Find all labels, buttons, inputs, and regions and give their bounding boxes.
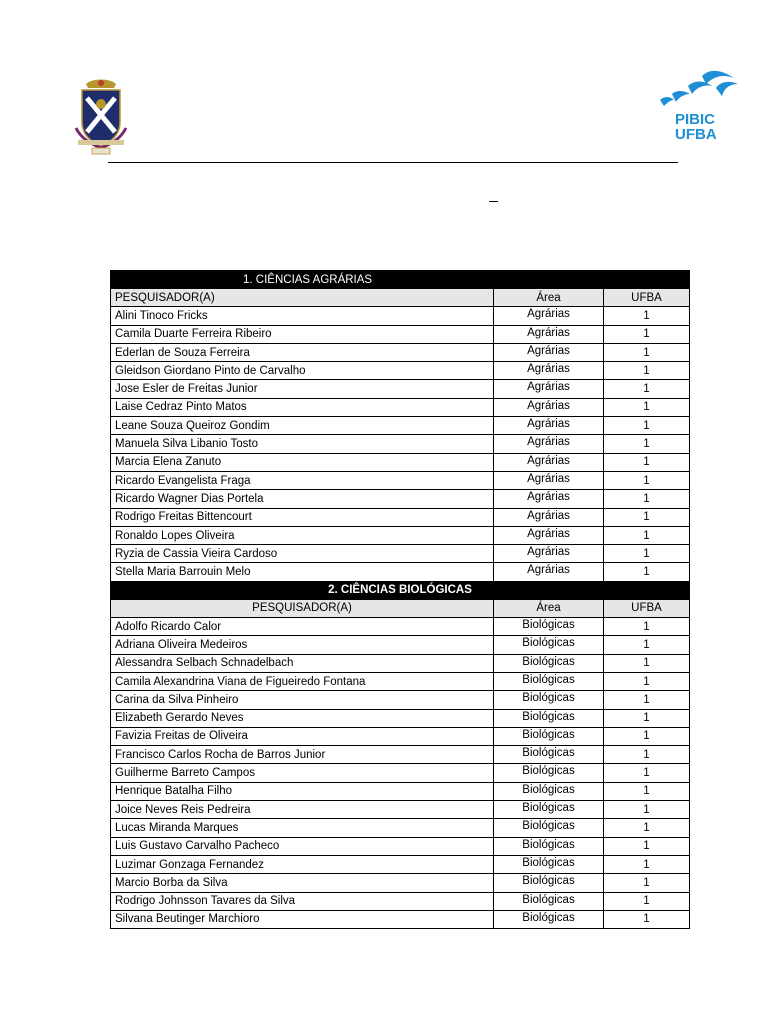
- ufba-count-cell: 1: [604, 453, 690, 471]
- ufba-count-cell: 1: [604, 636, 690, 654]
- table-row: [111, 746, 690, 764]
- area-cell: Biológicas: [494, 801, 604, 819]
- ufba-count-cell: 1: [604, 764, 690, 782]
- ufba-count-cell: 1: [604, 746, 690, 764]
- table-row: [111, 380, 690, 398]
- table-row: [111, 563, 690, 581]
- researcher-name-cell: Rodrigo Freitas Bittencourt: [111, 508, 494, 526]
- ufba-count-cell: 1: [604, 801, 690, 819]
- area-cell: Biológicas: [494, 764, 604, 782]
- ufba-count-cell: 1: [604, 691, 690, 709]
- table-row: [111, 471, 690, 489]
- table-row: [111, 727, 690, 745]
- ufba-count-cell: 1: [604, 490, 690, 508]
- table-row: [111, 453, 690, 471]
- ufba-count-cell: 1: [604, 417, 690, 435]
- area-cell: Agrárias: [494, 490, 604, 508]
- table-row: [111, 435, 690, 453]
- ufba-count-cell: 1: [604, 910, 690, 928]
- underscore-mark: [489, 201, 498, 202]
- table-header-row: [111, 289, 690, 307]
- ufba-count-cell: 1: [604, 618, 690, 636]
- section-title-row: [111, 581, 690, 599]
- ufba-count-cell: 1: [604, 325, 690, 343]
- researcher-name-cell: Adriana Oliveira Medeiros: [111, 636, 494, 654]
- researcher-name-cell: Joice Neves Reis Pedreira: [111, 801, 494, 819]
- table-row: [111, 343, 690, 361]
- table-row: [111, 874, 690, 892]
- ufba-count-cell: 1: [604, 874, 690, 892]
- area-cell: Biológicas: [494, 709, 604, 727]
- ufba-count-cell: 1: [604, 508, 690, 526]
- table-row: [111, 764, 690, 782]
- researcher-name-cell: Laise Cedraz Pinto Matos: [111, 398, 494, 416]
- ufba-count-cell: 1: [604, 307, 690, 325]
- researcher-name-cell: Ederlan de Souza Ferreira: [111, 343, 494, 361]
- researcher-name-cell: Ryzia de Cassia Vieira Cardoso: [111, 545, 494, 563]
- header-divider: [108, 162, 678, 163]
- area-cell: Biológicas: [494, 837, 604, 855]
- pibic-logo-text: PIBIC: [675, 111, 716, 128]
- area-cell: Agrárias: [494, 398, 604, 416]
- ufba-count-cell: 1: [604, 727, 690, 745]
- researcher-name-cell: Elizabeth Gerardo Neves: [111, 709, 494, 727]
- area-cell: Biológicas: [494, 910, 604, 928]
- table-row: [111, 892, 690, 910]
- area-cell: Biológicas: [494, 654, 604, 672]
- ufba-count-cell: 1: [604, 398, 690, 416]
- table-row: [111, 545, 690, 563]
- researcher-name-cell: Camila Duarte Ferreira Ribeiro: [111, 325, 494, 343]
- area-cell: Biológicas: [494, 746, 604, 764]
- researcher-name-cell: Favizia Freitas de Oliveira: [111, 727, 494, 745]
- table-row: [111, 618, 690, 636]
- area-cell: Biológicas: [494, 618, 604, 636]
- table-row: [111, 362, 690, 380]
- ufba-count-cell: 1: [604, 819, 690, 837]
- researcher-name-cell: Stella Maria Barrouin Melo: [111, 563, 494, 581]
- table-row: [111, 782, 690, 800]
- university-crest-logo: [72, 78, 130, 156]
- ufba-count-cell: 1: [604, 672, 690, 690]
- table-row: [111, 490, 690, 508]
- researcher-name-cell: Rodrigo Johnsson Tavares da Silva: [111, 892, 494, 910]
- area-cell: Agrárias: [494, 343, 604, 361]
- researcher-name-cell: Alessandra Selbach Schnadelbach: [111, 654, 494, 672]
- researcher-name-cell: Leane Souza Queiroz Gondim: [111, 417, 494, 435]
- area-cell: Biológicas: [494, 782, 604, 800]
- researcher-name-cell: Silvana Beutinger Marchioro: [111, 910, 494, 928]
- ufba-count-cell: 1: [604, 471, 690, 489]
- area-cell: Biológicas: [494, 892, 604, 910]
- area-cell: Biológicas: [494, 874, 604, 892]
- ufba-count-cell: 1: [604, 654, 690, 672]
- table-row: [111, 417, 690, 435]
- researcher-name-cell: Gleidson Giordano Pinto de Carvalho: [111, 362, 494, 380]
- column-header-area: Área: [494, 599, 604, 617]
- area-cell: Agrárias: [494, 453, 604, 471]
- table-row: [111, 325, 690, 343]
- ufba-count-cell: 1: [604, 892, 690, 910]
- area-cell: Biológicas: [494, 636, 604, 654]
- researcher-name-cell: Luis Gustavo Carvalho Pacheco: [111, 837, 494, 855]
- researcher-name-cell: Luzimar Gonzaga Fernandez: [111, 855, 494, 873]
- table-row: [111, 654, 690, 672]
- researcher-name-cell: Adolfo Ricardo Calor: [111, 618, 494, 636]
- table-row: [111, 691, 690, 709]
- researcher-name-cell: Guilherme Barreto Campos: [111, 764, 494, 782]
- researcher-name-cell: Manuela Silva Libanio Tosto: [111, 435, 494, 453]
- researcher-name-cell: Henrique Batalha Filho: [111, 782, 494, 800]
- area-cell: Agrárias: [494, 435, 604, 453]
- researcher-name-cell: Francisco Carlos Rocha de Barros Junior: [111, 746, 494, 764]
- researchers-table: [110, 270, 690, 929]
- table-row: [111, 855, 690, 873]
- ufba-logo-text: UFBA: [675, 126, 717, 143]
- researcher-name-cell: Ronaldo Lopes Oliveira: [111, 526, 494, 544]
- ufba-count-cell: 1: [604, 526, 690, 544]
- area-cell: Agrárias: [494, 380, 604, 398]
- area-cell: Agrárias: [494, 471, 604, 489]
- section-title-row: [111, 271, 690, 289]
- table-row: [111, 636, 690, 654]
- area-cell: Biológicas: [494, 727, 604, 745]
- ufba-count-cell: 1: [604, 362, 690, 380]
- ufba-count-cell: 1: [604, 343, 690, 361]
- researcher-name-cell: Marcia Elena Zanuto: [111, 453, 494, 471]
- researcher-name-cell: Jose Esler de Freitas Junior: [111, 380, 494, 398]
- researcher-name-cell: Carina da Silva Pinheiro: [111, 691, 494, 709]
- column-header-researcher: PESQUISADOR(A): [111, 289, 494, 307]
- ufba-count-cell: 1: [604, 563, 690, 581]
- area-cell: Agrárias: [494, 526, 604, 544]
- table-row: [111, 526, 690, 544]
- table-row: [111, 508, 690, 526]
- researcher-name-cell: Camila Alexandrina Viana de Figueiredo Fontana: [111, 672, 494, 690]
- column-header-ufba: UFBA: [604, 289, 690, 307]
- area-cell: Biológicas: [494, 672, 604, 690]
- column-header-ufba: UFBA: [604, 599, 690, 617]
- researcher-name-cell: Ricardo Evangelista Fraga: [111, 471, 494, 489]
- ufba-count-cell: 1: [604, 380, 690, 398]
- table-row: [111, 837, 690, 855]
- area-cell: Agrárias: [494, 362, 604, 380]
- table-row: [111, 398, 690, 416]
- researcher-name-cell: Alini Tinoco Fricks: [111, 307, 494, 325]
- researcher-name-cell: Marcio Borba da Silva: [111, 874, 494, 892]
- area-cell: Agrárias: [494, 508, 604, 526]
- ufba-count-cell: 1: [604, 837, 690, 855]
- researcher-name-cell: Lucas Miranda Marques: [111, 819, 494, 837]
- table-row: [111, 801, 690, 819]
- table-row: [111, 672, 690, 690]
- column-header-researcher: PESQUISADOR(A): [111, 599, 494, 617]
- table-header-row: [111, 599, 690, 617]
- area-cell: Biológicas: [494, 819, 604, 837]
- section-title: 1. CIÊNCIAS AGRÁRIAS: [111, 271, 690, 289]
- area-cell: Biológicas: [494, 855, 604, 873]
- area-cell: Agrárias: [494, 307, 604, 325]
- column-header-area: Área: [494, 289, 604, 307]
- ufba-count-cell: 1: [604, 545, 690, 563]
- ufba-count-cell: 1: [604, 435, 690, 453]
- ufba-count-cell: 1: [604, 709, 690, 727]
- ufba-count-cell: 1: [604, 855, 690, 873]
- table-row: [111, 910, 690, 928]
- table-row: [111, 709, 690, 727]
- area-cell: Agrárias: [494, 325, 604, 343]
- ufba-count-cell: 1: [604, 782, 690, 800]
- area-cell: Biológicas: [494, 691, 604, 709]
- section-title: 2. CIÊNCIAS BIOLÓGICAS: [111, 581, 690, 599]
- area-cell: Agrárias: [494, 545, 604, 563]
- area-cell: Agrárias: [494, 417, 604, 435]
- researcher-name-cell: Ricardo Wagner Dias Portela: [111, 490, 494, 508]
- table-row: [111, 819, 690, 837]
- table-row: [111, 307, 690, 325]
- area-cell: Agrárias: [494, 563, 604, 581]
